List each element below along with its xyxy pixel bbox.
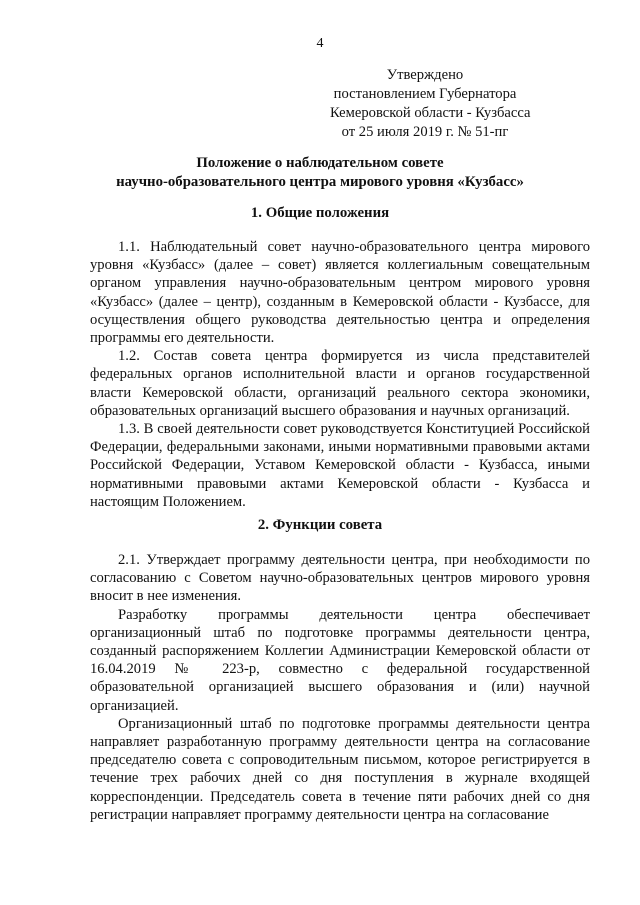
approval-line: Кемеровской области - Кузбасса [330, 105, 531, 121]
section-body-general [90, 238, 590, 511]
title-line: научно-образовательного центра мирового уровня «Кузбасс» [116, 174, 524, 190]
approval-line: Утверждено [386, 67, 464, 83]
paragraph: 1.1. Наблюдательный совет научно-образовательного центра мирового уровня «Кузбасс» (далее – совет) является коллегиальным совещательным органом управления научно-образовательным центром мирового уровня «Кузбасс» (далее – центр), созданным в Кемеровской области - Кузбассе, для осуществления общего руководства деятельностью центра и определения программы его деятельности. [90, 239, 590, 347]
approval-stamp [330, 66, 531, 142]
approval-line: от 25 июля 2019 г. № 51-пг [341, 124, 509, 140]
title-line: Положение о наблюдательном совете [196, 155, 444, 171]
paragraph: Разработку программы деятельности центра обеспечивает организационный штаб по подготовке программы деятельности центра, созданный распоряжением Коллегии Администрации Кемеровской области от 16.04.2019 № 223-р, совместно с федеральной государственной образовательной организацией высшего образования и (или) научной организацией. [90, 606, 590, 714]
section-heading-general: 1. Общие положения [250, 205, 390, 221]
page-number: 4 [316, 36, 324, 51]
paragraph: 1.2. Состав совета центра формируется из числа представителей федеральных органов исполнительной власти и органов государственной власти Кемеровской области, организаций реального сектора экономики, образовательных организаций высшего образования и научных организаций. [90, 348, 590, 419]
document-title [40, 154, 600, 192]
approval-line: постановлением Губернатора [333, 86, 517, 102]
paragraph: Организационный штаб по подготовке программы деятельности центра направляет разработанную программу деятельности центра на согласование председателю совета с сопроводительным письмом, которое регистрируется в течение трех рабочих дней со дня поступления в журнале входящей корреспонденции. Председатель совета в течение пяти рабочих дней со дня регистрации направляет программу деятельности центра на согласование [90, 715, 590, 823]
section-heading-functions: 2. Функции совета [257, 517, 383, 533]
section-body-functions [90, 551, 590, 824]
paragraph: 2.1. Утверждает программу деятельности центра, при необходимости по согласованию с Советом научно-образовательных центров мирового уровня вносит в нее изменения. [90, 552, 590, 605]
paragraph: 1.3. В своей деятельности совет руководствуется Конституцией Российской Федерации, федеральными законами, иными нормативными правовыми актами Российской Федерации, Уставом Кемеровской области - Кузбасса, иными нормативными правовыми актами Кемеровской области - Кузбасса и настоящим Положением. [90, 421, 590, 510]
